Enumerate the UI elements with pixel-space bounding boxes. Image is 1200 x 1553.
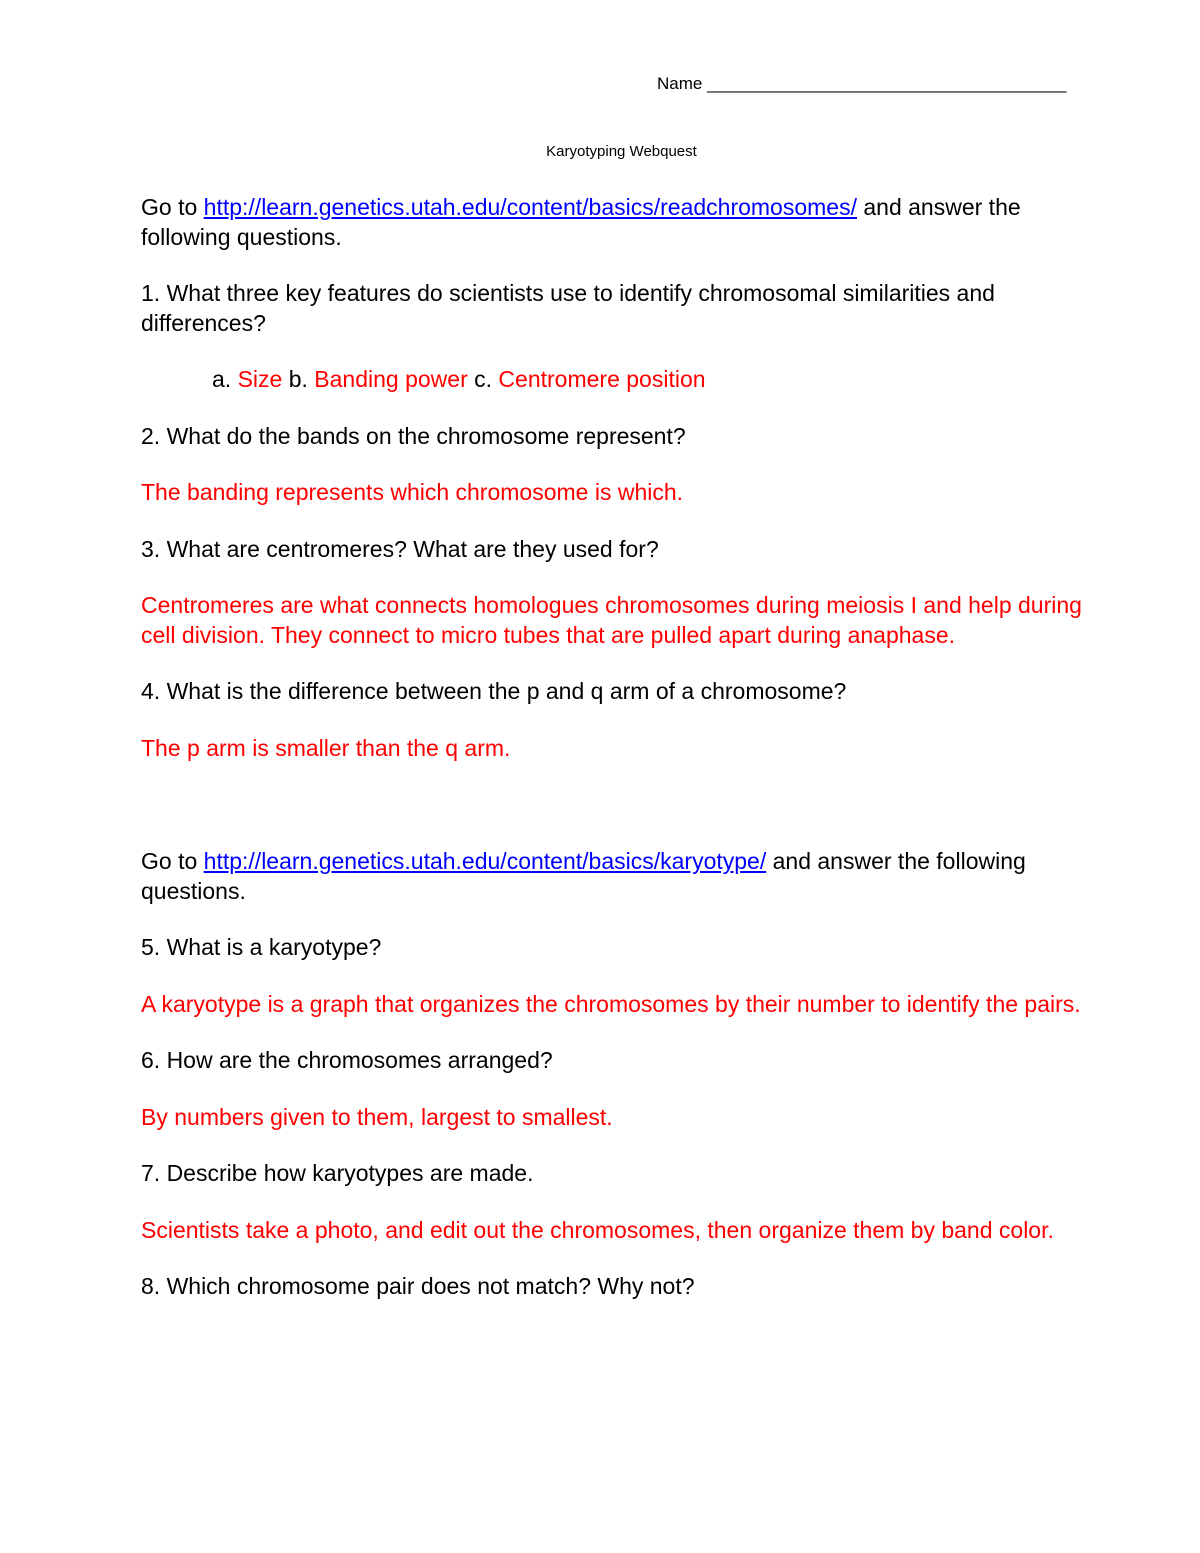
question-3: 3. What are centromeres? What are they used for? — [141, 535, 659, 562]
question-5: 5. What is a karyotype? — [141, 934, 382, 960]
question-6: 6. How are the chromosomes arranged? — [141, 1047, 553, 1073]
q1-answer-list — [141, 365, 1101, 395]
section1-link[interactable]: http://learn.genetics.utah.edu/content/basics/readchromosomes/ — [203, 194, 857, 220]
section2-link[interactable]: http://learn.genetics.utah.edu/content/basics/karyotype/ — [203, 848, 767, 874]
answer-6: By numbers given to them, largest to smallest. — [141, 1103, 613, 1130]
q1-answer-c: Centromere position — [498, 366, 706, 392]
q1-answer-c-label: c. — [467, 366, 499, 392]
q1-answer-b-label: b. — [282, 366, 315, 392]
section2-intro-prefix: Go to — [141, 848, 204, 874]
document-title: Karyotyping Webquest — [546, 143, 697, 160]
section2-intro-suffix: and answer the following questions. — [141, 848, 1026, 904]
answer-7: Scientists take a photo, and edit out the chromosomes, then organize them by band color. — [141, 1216, 1054, 1243]
section-spacer — [141, 790, 1101, 847]
section2-intro — [141, 847, 1101, 906]
question-1: 1. What three key features do scientists use to identify chromosomal similarities and differences? — [141, 280, 995, 336]
answer-2: The banding represents which chromosome is which. — [141, 479, 684, 505]
question-2: 2. What do the bands on the chromosome represent? — [141, 422, 686, 449]
q1-answer-a: Size — [237, 366, 283, 392]
q1-answer-a-label: a. — [212, 366, 238, 392]
name-field-label: Name ______________________________________ — [657, 74, 1067, 93]
q1-answer-b: Banding power — [314, 366, 468, 392]
section1-intro-suffix: and answer the following questions. — [141, 194, 1021, 250]
answer-5: A karyotype is a graph that organizes the chromosomes by their number to identify the pairs. — [141, 990, 1081, 1017]
question-4: 4. What is the difference between the p and q arm of a chromosome? — [141, 678, 847, 704]
answer-3: Centromeres are what connects homologues chromosomes during meiosis I and help during cell division. They connect to micro tubes that are pulled apart during anaphase. — [141, 592, 1082, 648]
section1-intro-prefix: Go to — [141, 194, 204, 220]
section1-intro — [141, 193, 1101, 252]
answer-4: The p arm is smaller than the q arm. — [141, 734, 511, 761]
worksheet-body — [141, 193, 1101, 1329]
question-7: 7. Describe how karyotypes are made. — [141, 1160, 534, 1186]
question-8: 8. Which chromosome pair does not match? Why not? — [141, 1273, 695, 1299]
